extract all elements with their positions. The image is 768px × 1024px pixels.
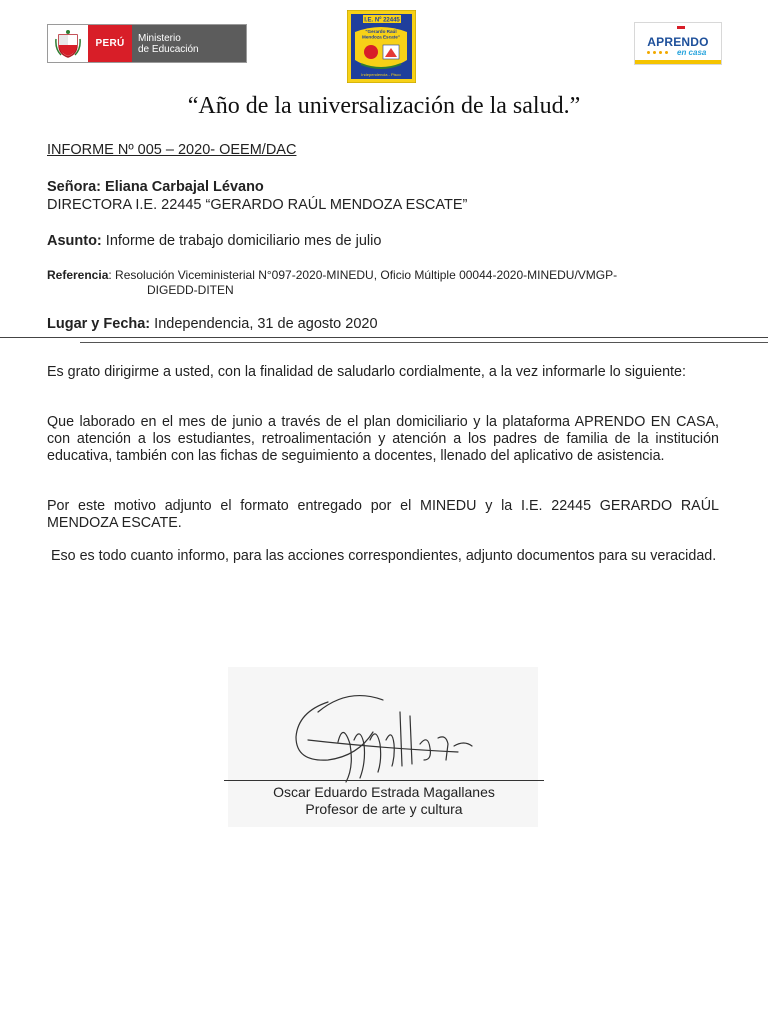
minedu-ministry-line1: Ministerio: [138, 32, 181, 44]
signer-name: Oscar Eduardo Estrada Magallanes: [273, 784, 495, 800]
peru-coat-of-arms-icon: [48, 25, 88, 62]
informe-number: INFORME Nº 005 – 2020- OEEM/DAC: [47, 142, 297, 158]
minedu-logo: [47, 24, 247, 63]
school-logo-name-2: Mendoza Escate": [362, 34, 400, 40]
aprendo-dots-icon: [647, 51, 668, 54]
minedu-country: PERÚ: [88, 25, 132, 62]
subject-line: [47, 233, 381, 249]
place-date-text: Independencia, 31 de agosto 2020: [154, 316, 378, 332]
reference-label: Referencia: [47, 268, 109, 282]
recipient-name: Eliana Carbajal Lévano: [105, 179, 264, 195]
subject-text: Informe de trabajo domiciliario mes de julio: [105, 233, 382, 249]
recipient-position: DIRECTORA I.E. 22445 “GERARDO RAÚL MENDOZA ESCATE”: [47, 197, 468, 213]
school-logo-name-1: "Gerardo Raúl: [365, 29, 397, 34]
minedu-ministry-line2: de Educación: [138, 43, 199, 55]
aprendo-en-casa-logo: [634, 22, 722, 65]
reference-text-2: DIGEDD-DITEN: [147, 283, 234, 297]
paragraph-1: Es grato dirigirme a usted, con la finalidad de saludarlo cordialmente, a la vez informarle lo siguiente:: [47, 364, 686, 380]
school-logo: [347, 10, 416, 83]
aprendo-bottom-bar: [635, 60, 721, 64]
school-logo-emblem-icon: [364, 45, 378, 59]
paragraph-4: Eso es todo cuanto informo, para las acciones correspondientes, adjunto documentos para su veracidad.: [47, 548, 717, 564]
reference-line: [47, 268, 617, 282]
signature-line: [224, 780, 544, 781]
handwritten-signature: [288, 682, 478, 787]
aprendo-sub: en casa: [677, 48, 707, 57]
minedu-ministry-name: [132, 25, 246, 62]
separator-line-2: [80, 342, 768, 343]
paragraph-3: Por este motivo adjunto el formato entregado por el MINEDU y la I.E. 22445 GERARDO RAÚL MENDOZA ESCATE.: [47, 498, 719, 531]
salutation-label: Señora:: [47, 179, 101, 195]
aprendo-flag-icon: [677, 26, 685, 29]
paragraph-2: Que laborado en el mes de junio a través de el plan domiciliario y la plataforma APRENDO EN CASA, con atención a los estudiantes, retroalimentación y atención a los padres de familia de la institución educativa, también con las fichas de seguimiento a docentes, llenado del aplicativo de asistencia.: [47, 414, 719, 464]
school-logo-place: Independencia - Pisco: [361, 72, 401, 77]
place-date-label: Lugar y Fecha:: [47, 316, 151, 332]
signer-role: Profesor de arte y cultura: [305, 801, 463, 817]
separator-line: [0, 337, 768, 338]
subject-label: Asunto:: [47, 233, 102, 249]
year-title: “Año de la universalización de la salud.”: [187, 93, 581, 119]
aprendo-word: APRENDO: [647, 35, 709, 49]
school-logo-number: I.E. Nº 22445: [364, 17, 400, 24]
place-date-line: [47, 316, 378, 332]
recipient-line: [47, 179, 264, 195]
reference-text-1: : Resolución Viceministerial N°097-2020-MINEDU, Oficio Múltiple 00044-2020-MINEDU/VMGP-: [108, 268, 618, 282]
